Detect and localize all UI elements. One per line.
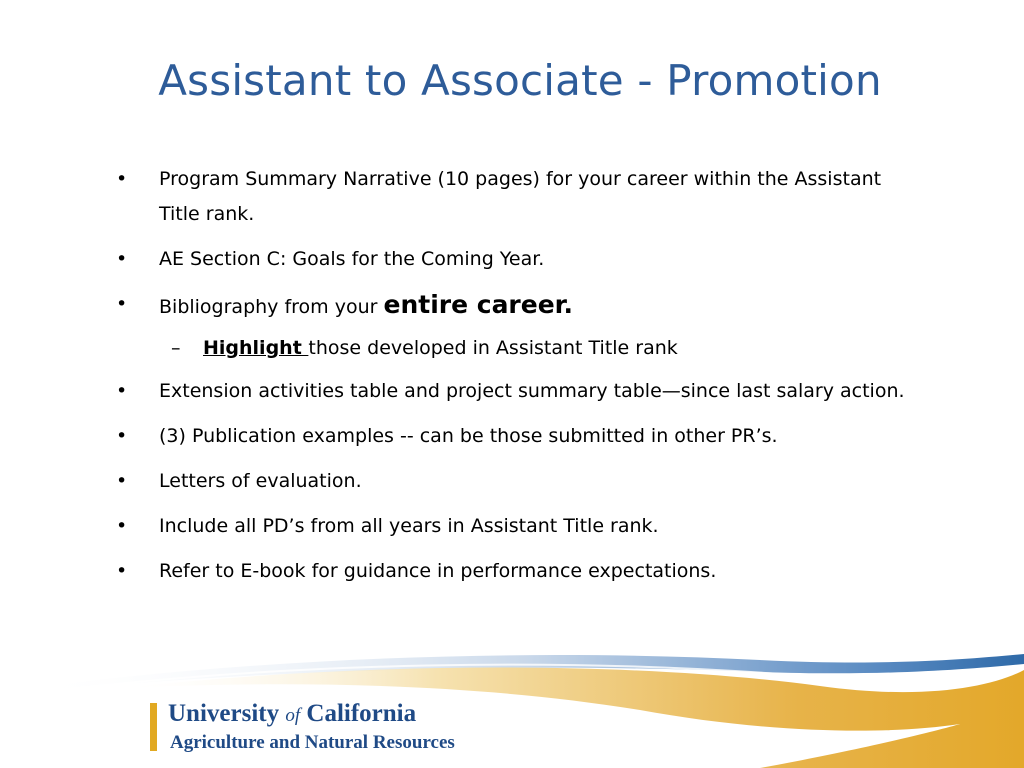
slide-title: Assistant to Associate - Promotion (158, 56, 882, 105)
bullet-text: (3) Publication examples -- can be those submitted in other PR’s. (159, 425, 778, 447)
logo-word-of: of (285, 705, 301, 726)
bullet-item (116, 509, 906, 544)
bullet-item (116, 287, 906, 325)
bullet-dot: • (116, 168, 128, 190)
bullet-dot: • (116, 515, 128, 537)
logo-accent-bar (150, 703, 157, 751)
bullet-text: those developed in Assistant Title rank (308, 337, 678, 359)
logo-division-name: Agriculture and Natural Resources (170, 732, 455, 753)
bullet-text: Letters of evaluation. (159, 470, 362, 492)
bullet-text: Extension activities table and project summary table—since last salary action. (159, 380, 905, 402)
dash-glyph: – (171, 337, 181, 359)
bullet-item (116, 242, 906, 277)
bullet-dot: • (116, 470, 128, 492)
bullet-list (116, 162, 906, 599)
bullet-dot: • (116, 425, 128, 447)
bullet-item (116, 464, 906, 499)
bullet-text: Program Summary Narrative (10 pages) for your career within the Assistant Title rank. (159, 168, 882, 225)
bullet-dot: • (116, 380, 128, 402)
bullet-text: AE Section C: Goals for the Coming Year. (159, 248, 545, 270)
bullet-dot: • (116, 293, 128, 315)
logo-word-california: California (300, 700, 417, 727)
bullet-item (116, 374, 906, 409)
bullet-emphasis: entire career. (383, 290, 573, 319)
bullet-text: Bibliography from your (159, 296, 384, 318)
bullet-dot: • (116, 248, 128, 270)
logo-university-name (168, 700, 416, 728)
sub-bullet-item (116, 331, 906, 366)
logo-word-university: University (168, 700, 286, 727)
bullet-item (116, 419, 906, 454)
bullet-dot: • (116, 560, 128, 582)
bullet-item (116, 554, 906, 589)
bullet-item (116, 162, 906, 232)
highlight-word: Highlight (203, 337, 309, 359)
bullet-text: Refer to E-book for guidance in performance expectations. (159, 560, 717, 582)
bullet-text: Include all PD’s from all years in Assistant Title rank. (159, 515, 659, 537)
